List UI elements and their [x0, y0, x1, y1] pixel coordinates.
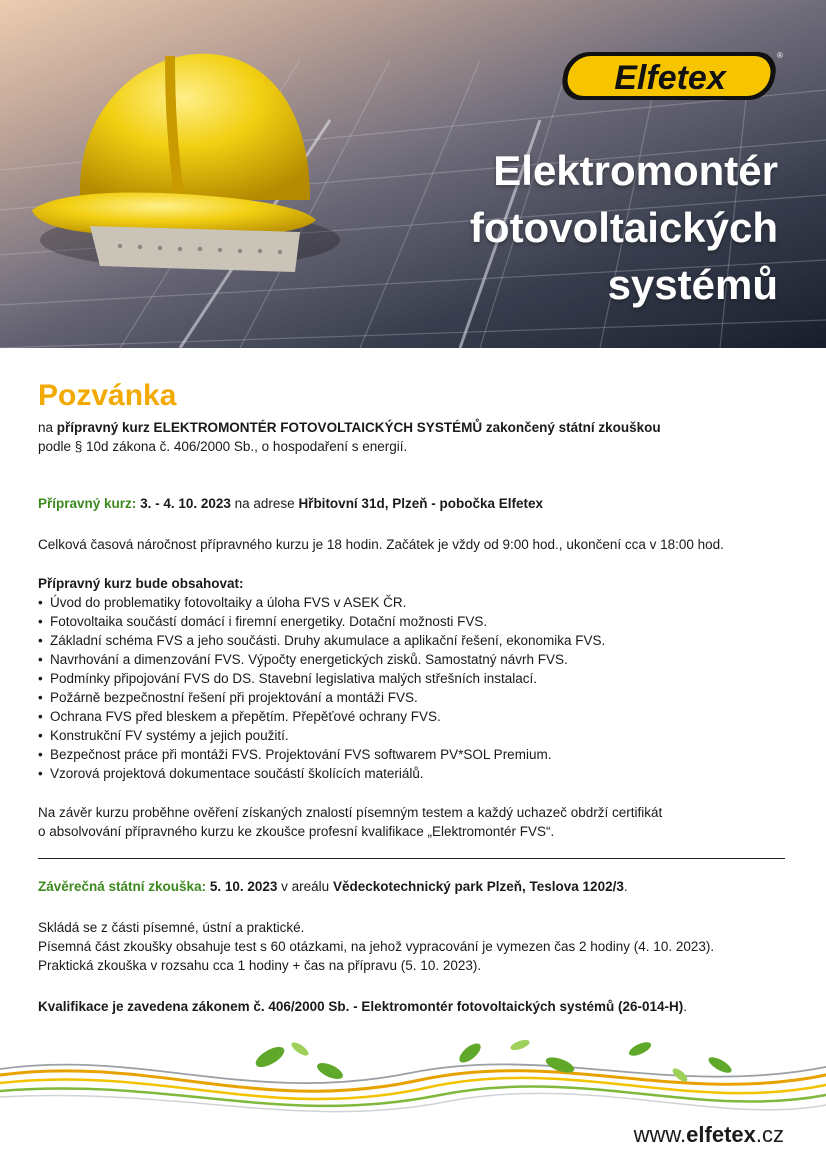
contents-heading-text: Přípravný kurz bude obsahovat: [38, 576, 244, 591]
exam-venue-end: . [623, 879, 628, 894]
list-item: • Úvod do problematiky fotovoltaiky a úloha FVS v ASEK ČR. [38, 593, 788, 612]
course-contents-list [38, 593, 788, 783]
list-item: • Bezpečnost práce při montáži FVS. Projektování FVS softwarem PV*SOL Premium. [38, 745, 788, 764]
course-info [38, 494, 788, 513]
elfetex-logo [558, 48, 782, 104]
list-item: • Podmínky připojování FVS do DS. Stavební legislativa malých střešních instalací. [38, 669, 788, 688]
exam-label: Závěrečná státní zkouška: [38, 879, 207, 894]
website-tld: .cz [755, 1122, 784, 1147]
course-address: Hřbitovní 31d, Plzeň - pobočka Elfetex [298, 496, 543, 511]
invitation-prefix: na [38, 420, 57, 435]
hero-title-line: Elektromontér [493, 147, 778, 194]
exam-at: v areálu [277, 879, 333, 894]
svg-text:®: ® [777, 51, 783, 60]
invitation-course-name: přípravný kurz ELEKTROMONTÉR FOTOVOLTAICKÝCH SYSTÉMŮ zakončený státní zkouškou [56, 420, 661, 435]
website-link[interactable] [634, 1122, 784, 1148]
hero-title-line: systémů [607, 261, 778, 308]
website-domain: elfetex [686, 1122, 756, 1147]
qualification-text: Kvalifikace je zavedena zákonem č. 406/2000 Sb. - Elektromontér fotovoltaických systémů (26-014-H) [38, 999, 684, 1014]
course-label: Přípravný kurz: [38, 496, 137, 511]
course-dates: 3. - 4. 10. 2023 [140, 496, 231, 511]
exam-line-1: Skládá se z části písemné, ústní a praktické. [38, 920, 305, 935]
list-item: • Ochrana FVS před bleskem a přepětím. Přepěťové ochrany FVS. [38, 707, 788, 726]
invitation-line-2: podle § 10d zákona č. 406/2000 Sb., o hospodaření s energií. [38, 439, 408, 454]
exam-section [38, 877, 788, 1016]
hero-banner [0, 0, 826, 348]
list-item: • Fotovoltaika součástí domácí i firemní energetiky. Dotační možnosti FVS. [38, 612, 788, 631]
list-item: • Konstrukční FV systémy a jejich použití. [38, 726, 788, 745]
exam-venue: Vědeckotechnický park Plzeň, Teslova 1202/3 [332, 879, 624, 894]
website-www: www. [633, 1122, 687, 1147]
svg-text:Elfetex: Elfetex [614, 59, 726, 97]
course-closing-line-1: Na závěr kurzu proběhne ověření získaných znalostí písemným testem a každý uchazeč obdrží certifikát [38, 805, 663, 820]
list-item: • Vzorová projektová dokumentace součástí školících materiálů. [38, 764, 788, 783]
hero-title [318, 142, 778, 313]
exam-info [38, 877, 788, 896]
cables-leaves-decoration [0, 1035, 826, 1125]
exam-line-2: Písemná část zkoušky obsahuje test s 60 otázkami, na jehož vypracování je vymezen čas 2 hodiny (4. 10. 2023). [38, 939, 715, 954]
hero-title-line: fotovoltaických [469, 204, 778, 251]
course-duration: Celková časová náročnost přípravného kurzu je 18 hodin. Začátek je vždy od 9:00 hod., ukončení cca v 18:00 hod. [38, 537, 724, 552]
invitation-heading: Pozvánka [38, 379, 177, 412]
hardhat-icon [20, 40, 320, 310]
invitation-line-1 [38, 418, 788, 437]
exam-date: 5. 10. 2023 [209, 879, 278, 894]
qualification-note [38, 997, 788, 1016]
invitation-section [38, 378, 788, 841]
exam-line-3: Praktická zkouška v rozsahu cca 1 hodiny + čas na přípravu (5. 10. 2023). [38, 958, 482, 973]
course-contents-heading [38, 574, 788, 593]
list-item: • Základní schéma FVS a jeho součásti. Druhy akumulace a aplikační řešení, ekonomika FVS. [38, 631, 788, 650]
course-at: na adrese [230, 496, 299, 511]
list-item: • Požárně bezpečnostní řešení při projektování a montáži FVS. [38, 688, 788, 707]
list-item: • Navrhování a dimenzování FVS. Výpočty energetických zisků. Samostatný návrh FVS. [38, 650, 788, 669]
section-divider [38, 858, 785, 859]
qualification-end: . [683, 999, 688, 1014]
course-closing-line-2: o absolvování přípravného kurzu ke zkoušce profesní kvalifikace „Elektromontér FVS“. [38, 824, 555, 839]
